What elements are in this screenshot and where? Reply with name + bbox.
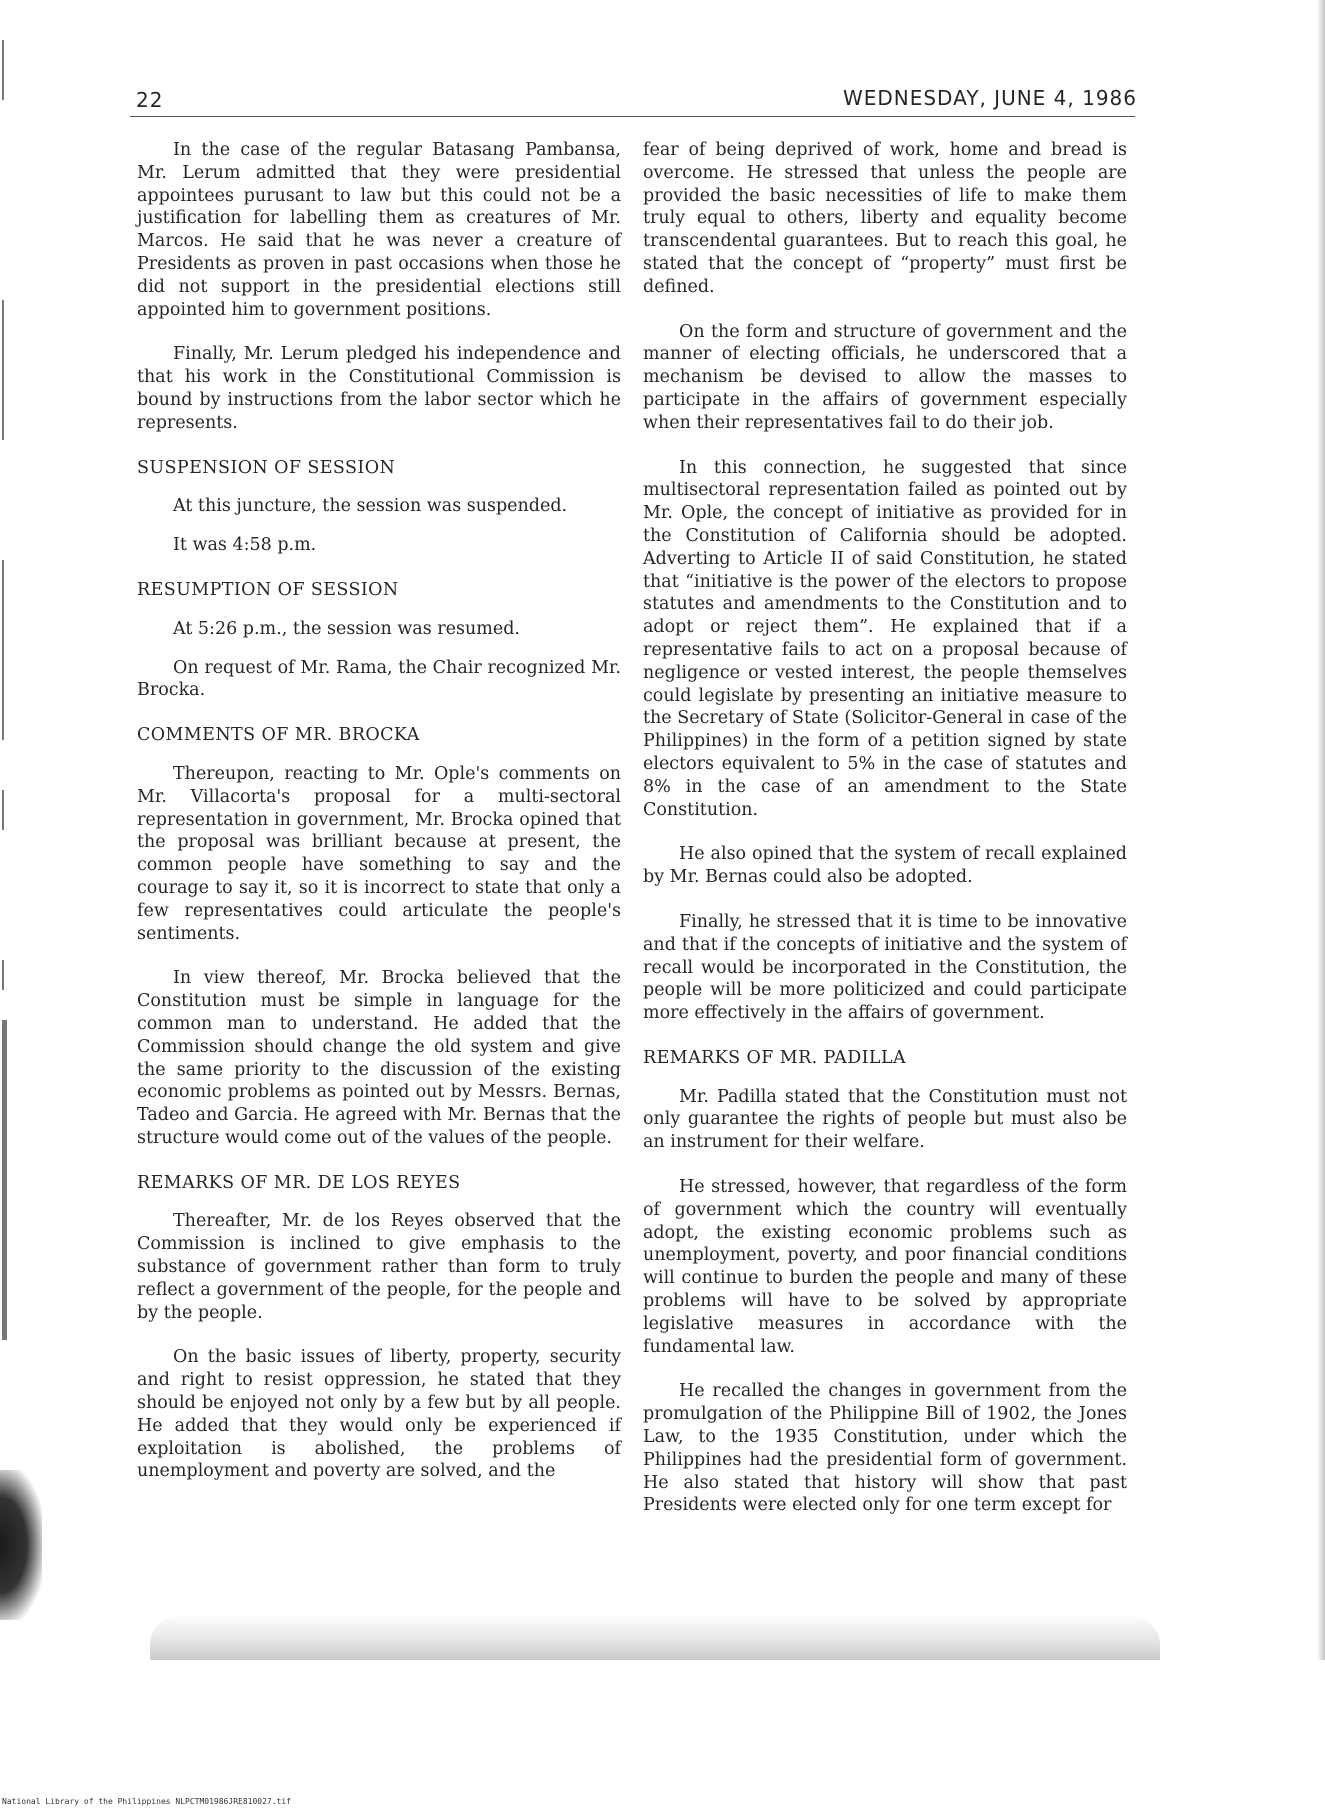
paragraph: In view thereof, Mr. Brocka believed that the Constitution must be simple in language for the common man to understand. He added that the Commission should change the old system and give the same priority to the discussion of the existing economic problems as pointed out by Messrs. Bernas, Tadeo and Garcia. He agreed with Mr. Bernas that the structure would come out of the values of the people.	[137, 968, 621, 1148]
paragraph: In the case of the regular Batasang Pambansa, Mr. Lerum admitted that they were presidential appointees purusant to law but this could not be a justification for labelling them as creatures of Mr. Marcos. He said that he was never a creature of Presidents as proven in past occasions when those he did not support in the presidential elections still appointed him to government positions.	[137, 140, 621, 320]
page-number: 22	[136, 88, 164, 112]
scan-credit: National Library of the Philippines NLPCTM01986JRE810027.tif	[2, 1797, 291, 1806]
paragraph: On request of Mr. Rama, the Chair recognized Mr. Brocka.	[137, 657, 621, 701]
scan-right-edge	[1317, 0, 1325, 1660]
section-heading-padilla: REMARKS OF MR. PADILLA	[643, 1047, 907, 1068]
paragraph: Finally, he stressed that it is time to be innovative and that if the concepts of initiative and the system of recall would be incorporated in the Constitution, the people will be more politicized and could participate more effectively in the affairs of government.	[643, 911, 1127, 1024]
scan-binding-shadow	[0, 1470, 42, 1620]
section-heading-suspension: SUSPENSION OF SESSION	[137, 457, 396, 478]
paragraph: It was 4:58 p.m.	[173, 535, 317, 556]
paragraph: He stressed, however, that regardless of the form of government which the country will eventually adopt, the existing economic problems such as unemployment, poverty, and poor financial conditions will continue to burden the people and many of these problems will have to be solved by appropriate legislative measures in accordance with the fundamental law.	[643, 1177, 1127, 1357]
scan-bottom-shadow	[150, 1615, 1160, 1660]
paragraph: Thereupon, reacting to Mr. Ople's comments on Mr. Villacorta's proposal for a multi-sectoral representation in government, Mr. Brocka opined that the proposal was brilliant because at present, the common people have something to say and the courage to say it, so it is incorrect to state that only a few representatives could articulate the people's sentiments.	[137, 763, 621, 944]
paragraph: At 5:26 p.m., the session was resumed.	[173, 618, 520, 639]
header-rule	[130, 116, 1135, 117]
paragraph: On the form and structure of government and the manner of electing officials, he underscored that a mechanism be devised to allow the masses to participate in the affairs of government especially when their representatives fail to do their job.	[643, 321, 1127, 433]
paragraph: In this connection, he suggested that since multisectoral representation failed as pointed out by Mr. Ople, the concept of initiative as provided for in the Constitution of California should be adopted. Adverting to Article II of said Constitution, he stated that “initiative is the power of the electors to propose statutes and amendments to the Constitution and to adopt or reject them”. He explained that if a representative fails to act on a proposal because of negligence or vested interest, the people themselves could legislate by presenting an initiative measure to the Secretary of State (Solicitor-General in case of the Philippines) in the form of a petition signed by state electors equivalent to 5% in the case of statutes and 8% in the case of an amendment to the State Constitution.	[643, 457, 1127, 820]
paragraph: He also opined that the system of recall explained by Mr. Bernas could also be adopted.	[643, 844, 1127, 888]
section-heading-resumption: RESUMPTION OF SESSION	[137, 579, 399, 600]
page-date: WEDNESDAY, JUNE 4, 1986	[842, 86, 1137, 110]
section-heading-delosreyes: REMARKS OF MR. DE LOS REYES	[137, 1172, 461, 1193]
paragraph: Mr. Padilla stated that the Constitution must not only guarantee the rights of people but must also be an instrument for their welfare.	[643, 1086, 1127, 1153]
paragraph: fear of being deprived of work, home and bread is overcome. He stressed that unless the people are provided the basic necessities of life to make them truly equal to others, liberty and equality become transcendental guarantees. But to reach this goal, he stated that the concept of “property” must first be defined.	[643, 140, 1127, 297]
paragraph: At this juncture, the session was suspended.	[173, 496, 568, 517]
paragraph: He recalled the changes in government from the promulgation of the Philippine Bill of 1902, the Jones Law, to the 1935 Constitution, under which the Philippines had the presidential form of government. He also stated that history will show that past Presidents were elected only for one term except for	[643, 1381, 1127, 1516]
paragraph: On the basic issues of liberty, property, security and right to resist oppression, he stated that they should be enjoyed not only by a few but by all people. He added that they would only be experienced if exploitation is abolished, the problems of unemployment and poverty are solved, and the	[137, 1347, 621, 1482]
section-heading-brocka: COMMENTS OF MR. BROCKA	[137, 725, 420, 746]
paragraph: Thereafter, Mr. de los Reyes observed that the Commission is inclined to give emphasis to the substance of government rather than form to truly reflect a government of the people, for the people and by the people.	[137, 1211, 621, 1323]
right-column	[643, 139, 1127, 1539]
left-column	[137, 139, 621, 1505]
paragraph: Finally, Mr. Lerum pledged his independence and that his work in the Constitutional Commission is bound by instructions from the labor sector which he represents.	[137, 344, 621, 433]
